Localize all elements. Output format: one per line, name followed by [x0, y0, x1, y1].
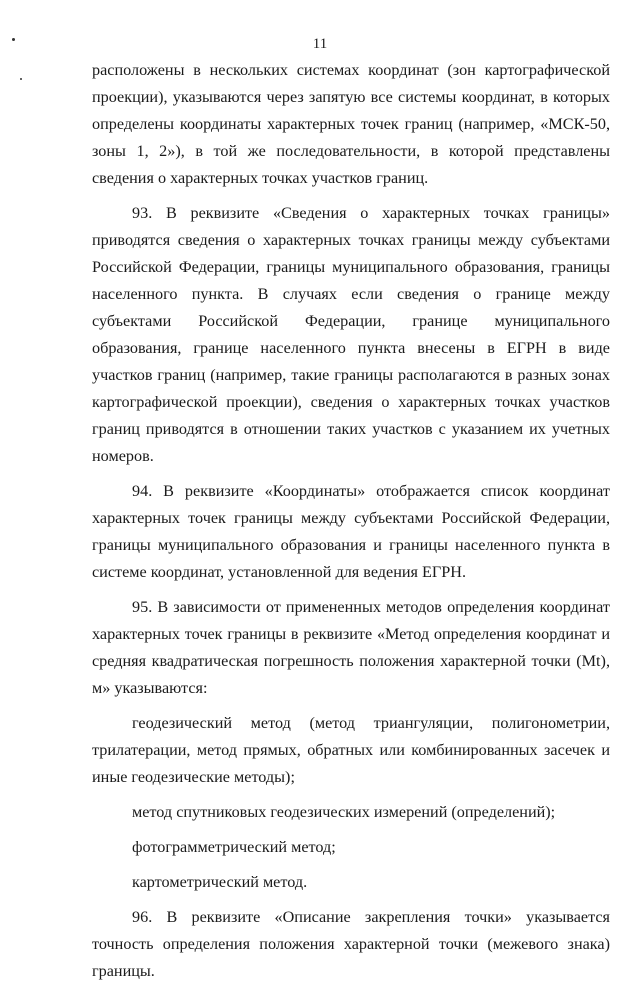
list-item-geodetic-method: геодезический метод (метод триангуляции, полигонометрии, трилатерации, метод прямых, обратных или комбинированных засечек и иные геодезические методы);	[92, 714, 610, 786]
document-body	[92, 57, 610, 985]
paragraph-95: 95. В зависимости от примененных методов определения координат характерных точек границы в реквизите «Метод определения координат и средняя квадратическая погрешность положения характерной точки (Mt), м» указываются:	[92, 598, 610, 697]
page-number: 11	[312, 36, 328, 52]
paragraph-93: 93. В реквизите «Сведения о характерных точках границы» приводятся сведения о характерных точках границы между субъектами Российской Федерации, границы муниципального образования, границы населенного пункта. В случаях если сведения о границе между субъектами Российской Федерации, границе муниципального образования, границе населенного пункта внесены в ЕГРН в виде участков границ (например, такие границы располагаются в разных зонах картографической проекции), сведения о характерных точках участков границ приводятся в отношении таких участков с указанием их учетных номеров.	[92, 204, 610, 465]
list-item-satellite-method: метод спутниковых геодезических измерений (определений);	[132, 803, 556, 821]
paragraph-96: 96. В реквизите «Описание закрепления точки» указывается точность определения положения характерной точки (межевого знака) границы.	[92, 908, 610, 980]
paragraph-continuation: расположены в нескольких системах координат (зон картографической проекции), указываются через запятую все системы координат, в которых определены координаты характерных точек границ (например, «МСК-50, зоны 1, 2»), в той же последовательности, в которой представлены сведения о характерных точках участков границ.	[92, 61, 610, 187]
scan-speck	[20, 78, 22, 80]
list-item-cartometric-method: картометрический метод.	[132, 873, 308, 891]
list-item-photogrammetric-method: фотограмметрический метод;	[132, 838, 336, 856]
paragraph-94: 94. В реквизите «Координаты» отображается список координат характерных точек границы между субъектами Российской Федерации, границы муниципального образования и границы населенного пункта в системе координат, установленной для ведения ЕГРН.	[92, 482, 610, 581]
